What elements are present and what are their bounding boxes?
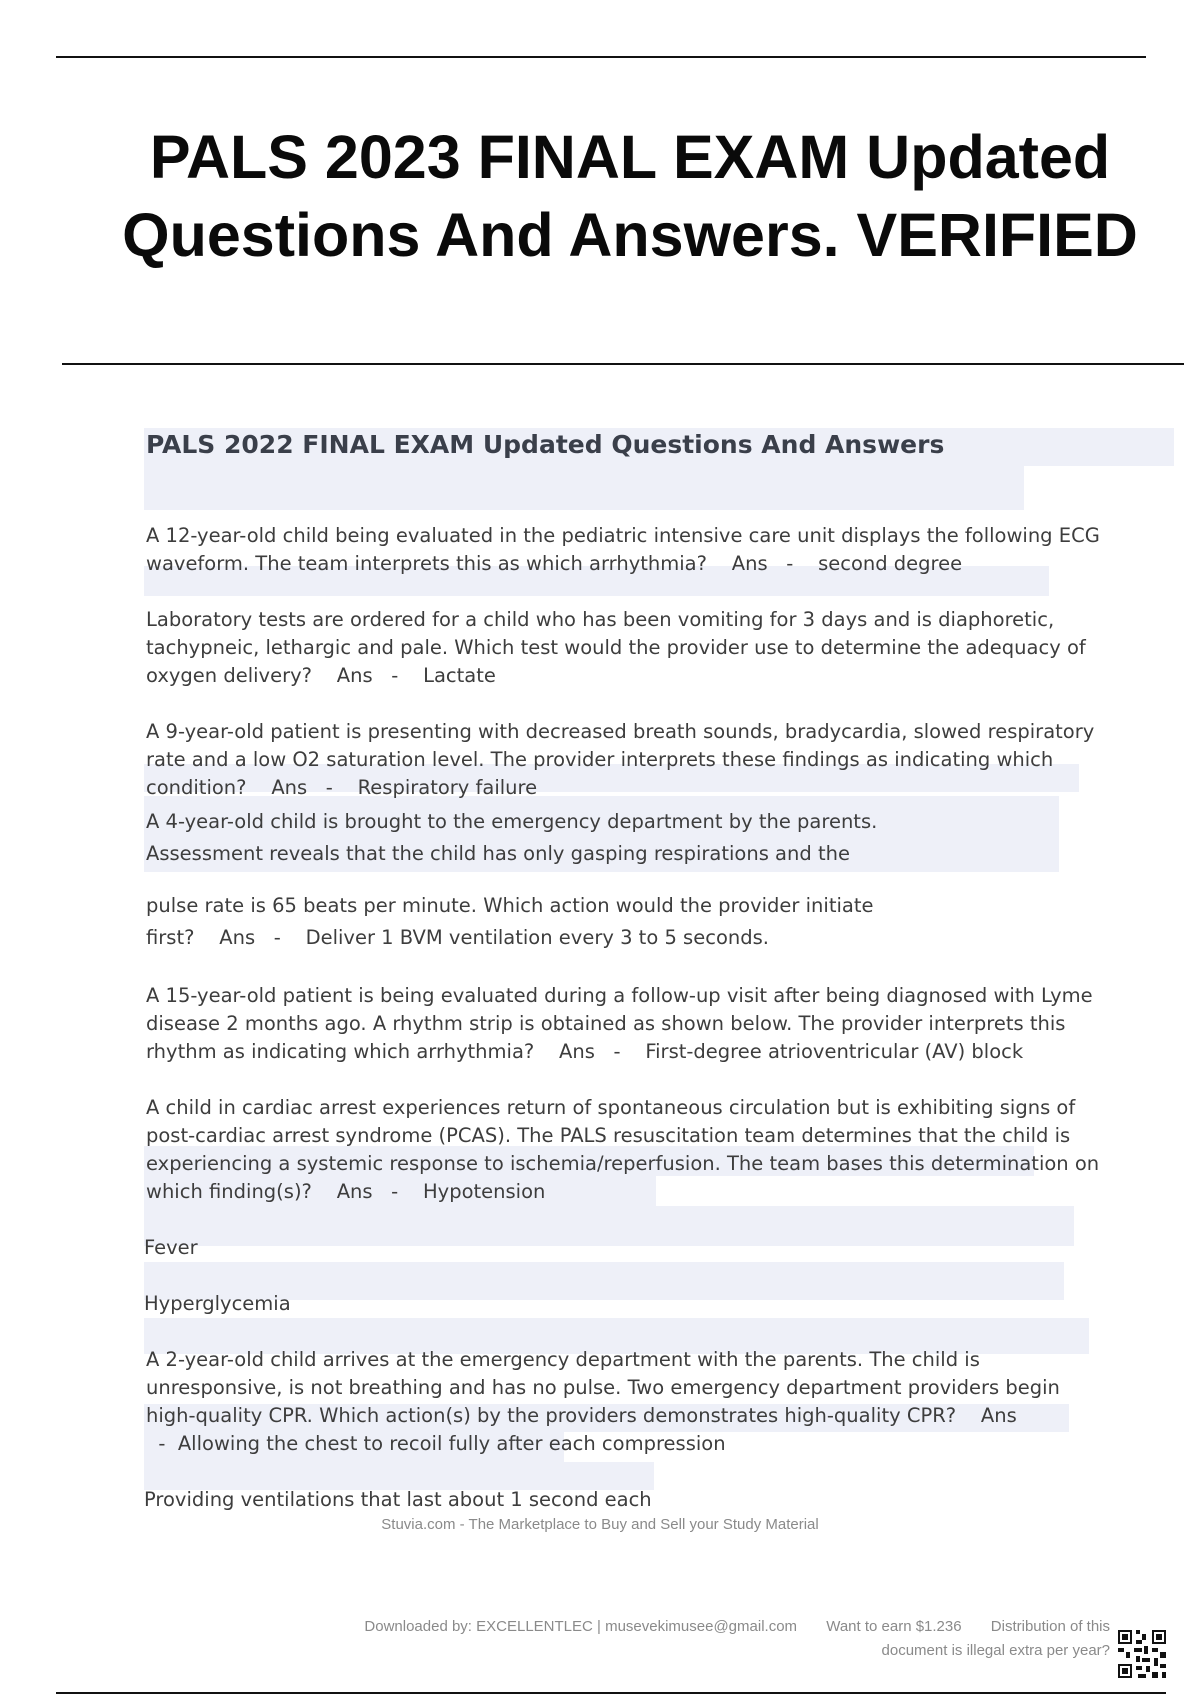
marketplace-footer: Stuvia.com - The Marketplace to Buy and Sell your Study Material bbox=[381, 1516, 819, 1533]
document-title bbox=[60, 118, 1200, 274]
qa-item-4: A 4-year-old child is brought to the emergency department by the parents. Assessment reveals that the child has only gasping respirations and the pulse rate is 65 beats per minute. Which action would the provider initiate first? Ans - Deliver 1 BVM ventilation every 3 to 5 seconds. bbox=[146, 806, 1106, 954]
question-text: Laboratory tests are ordered for a child who has been vomiting for 3 days and is diaphoretic, tachypneic, lethargic and pale. Which test would the provider use to determine the adequacy of oxygen delivery? bbox=[146, 608, 1086, 687]
document-body bbox=[146, 428, 1106, 1542]
qa-item-7: A 2-year-old child arrives at the emergency department with the parents. The child is unresponsive, is not breathing and has no pulse. Two emergency department providers begin high-quality CPR. Which action(s) by the providers demonstrates high-quality CPR? Ans - Allowing the chest to recoil fully after each compression bbox=[146, 1348, 1060, 1455]
document-title-line-2: Questions And Answers. VERIFIED bbox=[122, 201, 1138, 269]
question-line: Assessment reveals that the child has only gasping respirations and the bbox=[146, 842, 850, 865]
question-line: first? bbox=[146, 926, 195, 949]
answer-label: Ans bbox=[559, 1040, 595, 1063]
additional-answer: Fever bbox=[144, 1236, 198, 1259]
qr-code-icon bbox=[1116, 1628, 1168, 1680]
answer-label: Ans bbox=[336, 1180, 373, 1203]
question-text: A 15-year-old patient is being evaluated during a follow-up visit after being diagnosed with Lyme disease 2 months ago. A rhythm strip is obtained as shown below. The provider interprets this rhythm as indicating which arrhythmia? bbox=[146, 984, 1093, 1063]
additional-answer: Hyperglycemia bbox=[144, 1292, 291, 1315]
qa-item-6: A child in cardiac arrest experiences return of spontaneous circulation but is exhibiting signs of post-cardiac arrest syndrome (PCAS). The PALS resuscitation team determines that the child is experiencing a systemic response to ischemia/reperfusion. The team bases this determination on which finding(s)? Ans - Hypotension bbox=[146, 1096, 1100, 1203]
downloaded-by-text: Downloaded by: EXCELLENTLEC | musevekimusee@gmail.com bbox=[364, 1618, 798, 1635]
top-divider bbox=[56, 56, 1146, 58]
answer-label: Ans bbox=[219, 926, 256, 949]
distribution-text: Distribution of this bbox=[990, 1618, 1110, 1635]
question-line: A 4-year-old child is brought to the emergency department by the parents. bbox=[146, 810, 878, 833]
question-text: A child in cardiac arrest experiences return of spontaneous circulation but is exhibiting signs of post-cardiac arrest syndrome (PCAS). The PALS resuscitation team determines that the child is experiencing a systemic response to ischemia/reperfusion. The team bases this determination on which finding(s)? bbox=[146, 1096, 1100, 1203]
answer-label: Ans bbox=[731, 552, 768, 575]
distribution-text-2: document is illegal bbox=[881, 1642, 1005, 1659]
qa-item-1: A 12-year-old child being evaluated in the pediatric intensive care unit displays the following ECG waveform. The team interprets this as which arrhythmia? Ans - second degree bbox=[146, 524, 1100, 575]
answer-text: Deliver 1 BVM ventilation every 3 to 5 seconds. bbox=[305, 926, 769, 949]
answer-text: Respiratory failure bbox=[357, 776, 538, 799]
section-heading: PALS 2022 FINAL EXAM Updated Questions And Answers bbox=[146, 430, 945, 459]
document-title-line-1: PALS 2023 FINAL EXAM Updated bbox=[149, 123, 1111, 191]
answer-label: Ans bbox=[271, 776, 308, 799]
question-line: pulse rate is 65 beats per minute. Which action would the provider initiate bbox=[146, 894, 874, 917]
bottom-divider bbox=[56, 1692, 1166, 1694]
answer-label: Ans bbox=[336, 664, 373, 687]
question-text: A 9-year-old patient is presenting with decreased breath sounds, bradycardia, slowed respiratory rate and a low O2 saturation level. The provider interprets these findings as indicating which condition? bbox=[146, 720, 1095, 799]
answer-text: First-degree atrioventricular (AV) block bbox=[645, 1040, 1024, 1063]
qa-item-5: A 15-year-old patient is being evaluated during a follow-up visit after being diagnosed with Lyme disease 2 months ago. A rhythm strip is obtained as shown below. The provider interprets this rhythm as indicating which arrhythmia? Ans - First-degree atrioventricular (AV) block bbox=[146, 984, 1093, 1063]
qa-item-3: A 9-year-old patient is presenting with decreased breath sounds, bradycardia, slowed respiratory rate and a low O2 saturation level. The provider interprets these findings as indicating which condition? Ans - Respiratory failure bbox=[146, 720, 1095, 799]
question-text: A 12-year-old child being evaluated in the pediatric intensive care unit displays the following ECG waveform. The team interprets this as which arrhythmia? bbox=[146, 524, 1100, 575]
earn-text-2: extra per year? bbox=[1009, 1642, 1110, 1659]
title-divider bbox=[62, 363, 1184, 365]
question-text: A 2-year-old child arrives at the emergency department with the parents. The child is unresponsive, is not breathing and has no pulse. Two emergency department providers begin high-quality CPR. Which action(s) by the providers demonstrates high-quality CPR? bbox=[146, 1348, 1060, 1427]
answer-text: Lactate bbox=[423, 664, 496, 687]
answer-text: second degree bbox=[818, 552, 963, 575]
qa-item-2: Laboratory tests are ordered for a child who has been vomiting for 3 days and is diaphoretic, tachypneic, lethargic and pale. Which test would the provider use to determine the adequacy of oxygen delivery? Ans - Lactate bbox=[146, 608, 1086, 687]
earn-text: Want to earn $1.236 bbox=[826, 1618, 962, 1635]
additional-answer: Providing ventilations that last about 1 second each bbox=[144, 1488, 652, 1511]
answer-text: Allowing the chest to recoil fully after each compression bbox=[177, 1432, 726, 1455]
download-footer bbox=[364, 1615, 1110, 1663]
answer-text: Hypotension bbox=[423, 1180, 546, 1203]
answer-label: Ans bbox=[980, 1404, 1017, 1427]
